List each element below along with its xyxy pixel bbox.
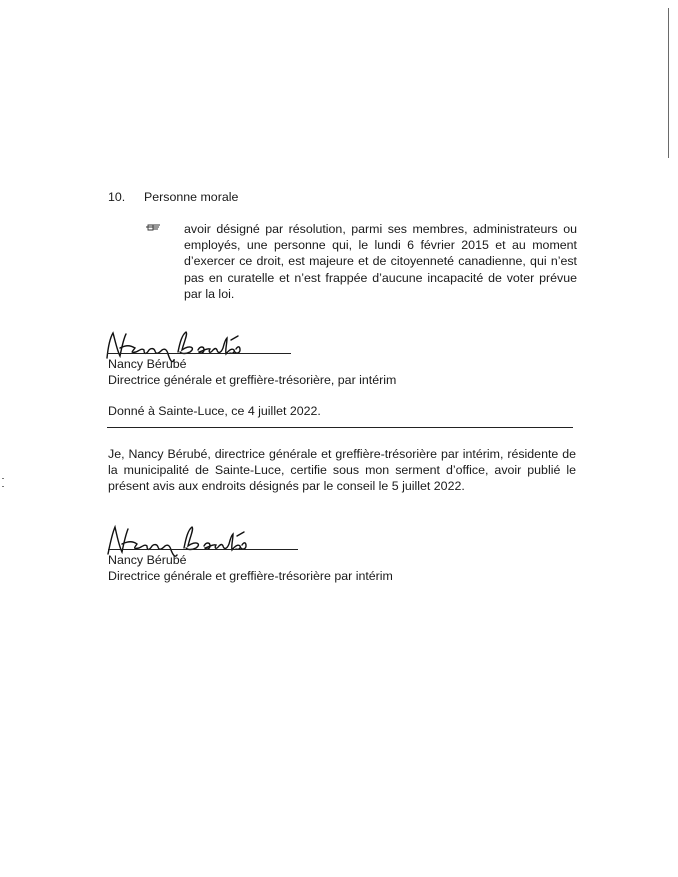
scan-speck: [2, 486, 4, 487]
certificate-paragraph: Je, Nancy Bérubé, directrice générale et greffière-trésorière par intérim, résidente de la municipalité de Sainte-Luce, certifie sous mon serment d’office, avoir publié le présent avis aux endroits désignés par le conseil le 5 juillet 2022.: [108, 447, 576, 494]
section-divider: [107, 427, 573, 428]
scan-edge-line: [668, 8, 669, 158]
signer-title-2: Directrice générale et greffière-trésorière par intérim: [108, 569, 393, 583]
scan-speck: [2, 478, 4, 479]
pointing-hand-icon: [145, 222, 161, 232]
signer-name-2: Nancy Bérubé: [108, 553, 187, 567]
signature-line: [107, 353, 291, 354]
given-at-line: Donné à Sainte-Luce, ce 4 juillet 2022.: [108, 404, 321, 418]
section-title: Personne morale: [144, 190, 239, 204]
section-paragraph: avoir désigné par résolution, parmi ses membres, administrateurs ou employés, une personne qui, le lundi 6 février 2015 et au moment d’exercer ce droit, est majeure et de citoyenneté canadienne, qui n’est pas en curatelle et n’est frappée d’aucune incapacité de voter prévue par la loi.: [184, 222, 577, 301]
signer-title-1: Directrice générale et greffière-trésorière, par intérim: [108, 373, 397, 387]
signature-line: [108, 549, 298, 550]
section-number: 10.: [108, 190, 126, 204]
signer-name-1: Nancy Bérubé: [108, 357, 187, 371]
